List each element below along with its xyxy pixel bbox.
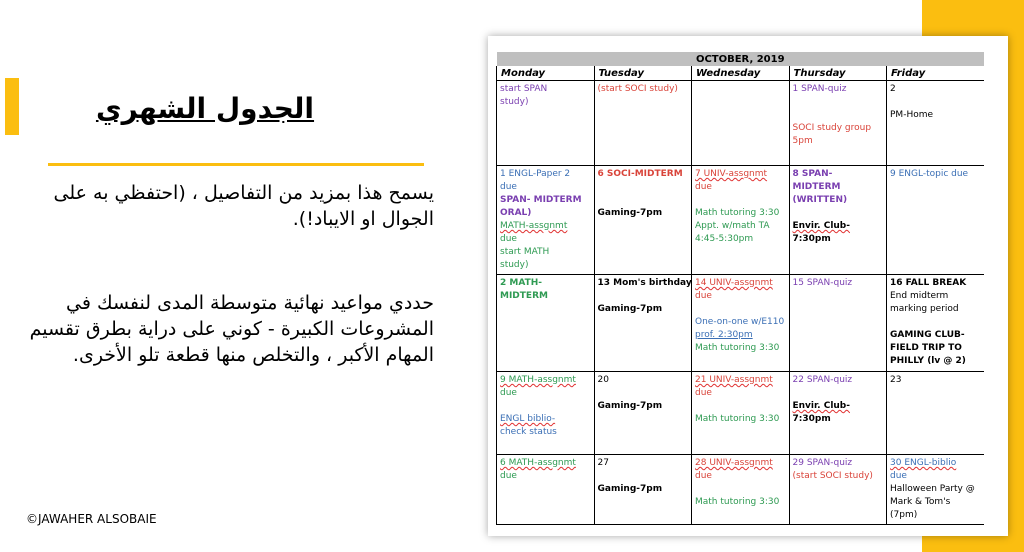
cell-line: 28 UNIV-assgnmt: [695, 458, 773, 468]
calendar-cell: [497, 81, 595, 166]
calendar-cell: [594, 455, 692, 525]
cell-line: 13 Mom's birthday: [597, 278, 692, 288]
day-header-tuesday: Tuesday: [594, 66, 692, 81]
cell-line: 6 SOCI-MIDTERM: [597, 169, 683, 179]
paragraph-deadlines: حددي مواعيد نهائية متوسطة المدى لنفسك في المشروعات الكبيرة - كوني على دراية بطرق تقسيم المهام الأكبر ، والتخلص منها قطعة تلو الأخرى.: [29, 292, 434, 366]
calendar-week: [497, 372, 985, 455]
calendar-cell: [789, 81, 887, 166]
calendar-cell: [594, 166, 692, 275]
calendar-cell: [887, 275, 985, 372]
cell-line: check status: [500, 427, 557, 437]
calendar-cell: [594, 275, 692, 372]
cell-line: due: [500, 388, 517, 398]
cell-line: prof. 2:30pm: [695, 330, 753, 340]
monthly-calendar: [496, 52, 984, 525]
cell-line: Math tutoring 3:30: [695, 343, 780, 353]
cell-line: Gaming-7pm: [597, 304, 663, 314]
cell-line: ENGL biblio-: [500, 414, 556, 424]
cell-line: 6 MATH-assgnmt: [500, 458, 576, 468]
cell-line: (WRITTEN): [792, 195, 848, 205]
cell-line: due: [695, 182, 712, 192]
cell-line: 16 FALL BREAK: [890, 278, 967, 288]
cell-line: due: [500, 234, 517, 244]
cell-line: marking period: [890, 304, 959, 314]
cell-line: due: [890, 471, 907, 481]
day-header-thursday: Thursday: [789, 66, 887, 81]
calendar-cell: [497, 455, 595, 525]
calendar-month: OCTOBER, 2019: [497, 52, 985, 66]
cell-line: SOCI study group: [792, 123, 872, 133]
cell-line: 15 SPAN-quiz: [792, 278, 853, 288]
calendar-week: [497, 166, 985, 275]
cell-line: Gaming-7pm: [597, 401, 663, 411]
cell-line: 1 SPAN-quiz: [792, 84, 847, 94]
slide-title: الجدول الشهري: [95, 92, 315, 125]
calendar-cell: [594, 81, 692, 166]
cell-line: due: [695, 388, 712, 398]
calendar-cell: [497, 166, 595, 275]
title-divider: [48, 163, 424, 166]
cell-line: 9 MATH-assgnmt: [500, 375, 576, 385]
cell-line: 7 UNIV-assgnmt: [695, 169, 768, 179]
cell-line: FIELD TRIP TO: [890, 343, 962, 353]
cell-line: 7:30pm: [792, 414, 831, 424]
cell-line: GAMING CLUB-: [890, 330, 965, 340]
cell-line: 20: [597, 375, 609, 385]
calendar-cell: [789, 275, 887, 372]
cell-line: start MATH: [500, 247, 550, 257]
cell-line: PHILLY (lv @ 2): [890, 356, 966, 366]
cell-line: 2: [890, 84, 896, 94]
calendar-cell: [692, 166, 790, 275]
cell-line: Envir. Club-: [792, 221, 850, 231]
cell-line: Math tutoring 3:30: [695, 414, 780, 424]
cell-line: 27: [597, 458, 609, 468]
calendar-week: [497, 455, 985, 525]
cell-line: Appt. w/math TA: [695, 221, 770, 231]
calendar-cell: [789, 455, 887, 525]
cell-line: Math tutoring 3:30: [695, 497, 780, 507]
cell-line: due: [695, 291, 712, 301]
left-accent-bar: [5, 78, 19, 135]
day-header-monday: Monday: [497, 66, 595, 81]
cell-line: PM-Home: [890, 110, 934, 120]
cell-line: 29 SPAN-quiz: [792, 458, 853, 468]
cell-line: due: [500, 182, 517, 192]
cell-line: 7:30pm: [792, 234, 831, 244]
cell-line: MIDTERM: [792, 182, 841, 192]
calendar-cell: [497, 372, 595, 455]
cell-line: End midterm: [890, 291, 949, 301]
calendar-week: [497, 275, 985, 372]
calendar-cell: [887, 81, 985, 166]
cell-line: MIDTERM: [500, 291, 548, 301]
copyright-text: ©JAWAHER ALSOBAIE: [26, 512, 157, 526]
calendar-cell: [887, 455, 985, 525]
cell-line: 1 ENGL-Paper 2: [500, 169, 571, 179]
cell-line: 8 SPAN-: [792, 169, 833, 179]
cell-line: 21 UNIV-assgnmt: [695, 375, 773, 385]
cell-line: 30 ENGL-biblio: [890, 458, 957, 468]
calendar-cell: [497, 275, 595, 372]
cell-line: (7pm): [890, 510, 918, 520]
cell-line: Gaming-7pm: [597, 484, 663, 494]
cell-line: Envir. Club-: [792, 401, 850, 411]
cell-line: Math tutoring 3:30: [695, 208, 780, 218]
cell-line: 2 MATH-: [500, 278, 543, 288]
cell-line: (start SOCI study): [792, 471, 873, 481]
cell-line: 22 SPAN-quiz: [792, 375, 853, 385]
cell-line: SPAN- MIDTERM: [500, 195, 582, 205]
cell-line: Gaming-7pm: [597, 208, 663, 218]
day-header-friday: Friday: [887, 66, 985, 81]
cell-line: 23: [890, 375, 902, 385]
calendar-cell: [692, 455, 790, 525]
cell-line: MATH-assgnmt: [500, 221, 568, 231]
day-header-wednesday: Wednesday: [692, 66, 790, 81]
paragraph-detail: يسمح هذا بمزيد من التفاصيل ، (احتفظي به على الجوال او الايباد!).: [53, 182, 434, 230]
cell-line: start SPAN: [500, 84, 548, 94]
cell-line: One-on-one w/E110: [695, 317, 785, 327]
calendar-cell: [692, 81, 790, 166]
cell-line: Mark & Tom's: [890, 497, 951, 507]
cell-line: due: [500, 471, 517, 481]
calendar-cell: [594, 372, 692, 455]
calendar-clip: [500, 52, 984, 520]
cell-line: 4:45-5:30pm: [695, 234, 754, 244]
cell-line: 14 UNIV-assgnmt: [695, 278, 773, 288]
cell-line: due: [695, 471, 712, 481]
calendar-cell: [887, 166, 985, 275]
calendar-cell: [692, 372, 790, 455]
cell-line: study): [500, 260, 529, 270]
cell-line: ORAL): [500, 208, 532, 218]
cell-line: (start SOCI study): [597, 84, 678, 94]
calendar-cell: [789, 372, 887, 455]
calendar-cell: [887, 372, 985, 455]
cell-line: 9 ENGL-topic due: [890, 169, 969, 179]
calendar-cell: [692, 275, 790, 372]
calendar-cell: [789, 166, 887, 275]
calendar-week: [497, 81, 985, 166]
cell-line: Halloween Party @: [890, 484, 975, 494]
cell-line: 5pm: [792, 136, 813, 146]
cell-line: study): [500, 97, 529, 107]
